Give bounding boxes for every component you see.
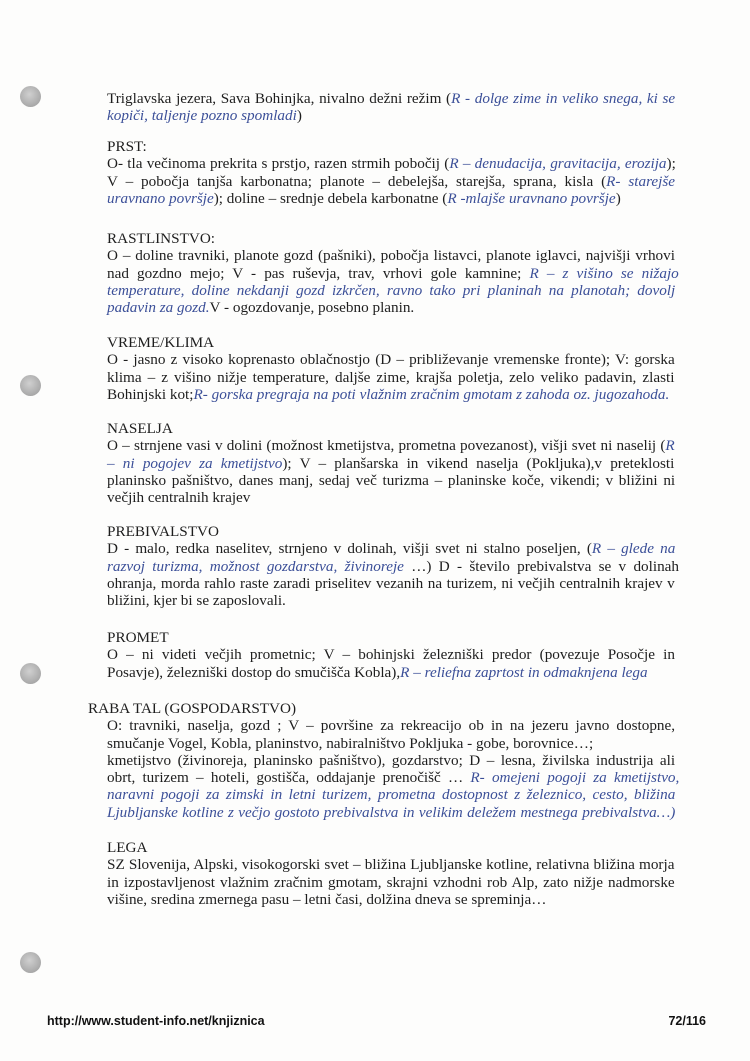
section-vreme-klima	[107, 334, 675, 403]
punch-hole	[20, 663, 41, 684]
body-text: klima – z višino nižje temperature, daljše zime, krajša poletja, zelo veliko padavin, zlasti	[107, 368, 675, 386]
text-line	[107, 173, 675, 190]
section-heading: PRST:	[107, 138, 147, 155]
section-prst	[107, 138, 675, 207]
body-text: večjih centralnih krajev	[107, 489, 251, 507]
text-line	[107, 557, 679, 575]
body-text: obrt, turizem – hoteli, gostišča, oddajanje prenočišč …	[107, 769, 471, 787]
section-heading: NASELJA	[107, 420, 173, 437]
text-line	[107, 874, 675, 891]
text-line	[107, 455, 675, 472]
text-line	[107, 592, 675, 609]
body-text: smučanje Vogel, Kobla, planinstvo, nabiralništvo Pokljuka - gobe, borovnice…;	[107, 734, 594, 752]
text-line	[107, 351, 675, 368]
text-line	[107, 386, 675, 403]
body-text: )	[615, 189, 621, 207]
text-line	[107, 717, 675, 734]
text-line	[107, 752, 675, 769]
text-line	[107, 264, 679, 282]
section-heading: VREME/KLIMA	[107, 334, 215, 351]
body-text: Bohinjski kot;	[107, 385, 194, 403]
remark-text: R- starejše	[606, 172, 676, 190]
body-text: V – pobočja tanjša karbonatna; planote – debelejša, starejša, sprana, kisla (	[107, 172, 607, 190]
body-text: SZ Slovenija, Alpski, visokogorski svet – bližina Ljubljanske kotline, relativna bližina morja	[107, 856, 675, 874]
section-promet	[107, 629, 675, 681]
text-line	[107, 472, 675, 489]
text-line	[107, 735, 675, 752]
body-text: bližini, kjer bi se zaposlovali.	[107, 592, 286, 610]
text-line	[107, 155, 675, 172]
text-line	[107, 786, 675, 803]
remark-text: R	[665, 437, 675, 455]
text-line	[107, 664, 675, 681]
body-text: Posavje), železniški dostop do smučišča Kobla),	[107, 663, 401, 681]
punch-hole	[20, 952, 41, 973]
remark-text: R – reliefna zaprtost in odmaknjena lega	[400, 663, 648, 681]
body-text: O – strnjene vasi v dolini (možnost kmetijstva, prometna povezanost), višji svet ni naselij (	[107, 437, 666, 455]
body-text: );	[666, 155, 676, 173]
remark-text: R -mlajše uravnano površje	[447, 189, 616, 207]
section-heading: PROMET	[107, 629, 169, 646]
text-line	[107, 247, 675, 264]
remark-text: R – denudacija, gravitacija, erozija	[449, 155, 667, 173]
body-text: višine, sredina zmernega pasu – letni časi, dolžina dneva se spreminja…	[107, 890, 547, 908]
section-raba-tal	[88, 700, 680, 821]
body-text: nad gozdno mejo; V - pas ruševja, trav, vrhovi gole kamnine;	[107, 264, 530, 282]
text-line	[107, 282, 675, 299]
remark-text: R – z višino se nižajo	[529, 264, 679, 282]
body-text: planinsko pašništvo, danes manj, sedaj več turizma – planinske koče, vikendi; v bližini ni	[107, 471, 676, 489]
text-line	[107, 107, 675, 124]
text-line	[107, 891, 675, 908]
remark-text: razvoj turizma, možnost gozdarstva, živinoreje	[107, 557, 404, 575]
remark-text: R- gorska pregraja na poti vlažnim zračnim gmotam z zahoda oz. jugozahoda.	[193, 385, 670, 403]
remark-text: Ljubljanske kotline z večjo gostoto prebivalstva in velikim deležem mestnega prebivalstva…)	[107, 803, 676, 821]
body-text: ); doline – srednje debela karbonatne (	[213, 189, 448, 207]
body-text: O – doline travniki, planote gozd (pašniki), pobočja listavci, planote iglavci, najvišji vrhovi	[107, 247, 675, 265]
text-line	[107, 575, 675, 592]
text-line	[107, 804, 675, 821]
remark-text: R – glede na	[591, 540, 676, 558]
body-text: O – ni videti večjih prometnic; V – bohinjski železniški predor (povezuje Posočje in	[107, 646, 675, 664]
remark-text: temperature, doline nekdanji gozd izkrčen, ravno tako pri planinah na planotah; dovolj	[107, 281, 676, 299]
remark-text: R - dolge zime in veliko snega, ki se	[451, 90, 676, 107]
text-line	[107, 646, 675, 663]
remark-text: uravnano površje	[107, 189, 214, 207]
remark-text: padavin za gozd.	[107, 299, 210, 317]
text-line	[107, 769, 680, 787]
section-heading: LEGA	[107, 839, 148, 856]
text-line	[107, 299, 675, 316]
body-text: V - ogozdovanje, posebno planin.	[209, 299, 415, 317]
body-text: ohranja, morda rahlo raste zaradi priselitev vezanih na turizem, ni večjih centralnih krajev v	[107, 574, 675, 592]
punch-hole	[20, 375, 41, 396]
body-text: O - jasno z visoko koprenasto oblačnostjo (D – približevanje vremenske fronte); V: gorska	[107, 351, 675, 369]
punch-hole	[20, 86, 41, 107]
text-line	[107, 540, 675, 557]
section-heading: PREBIVALSTVO	[107, 523, 219, 540]
section-heading: RASTLINSTVO:	[107, 230, 216, 247]
body-text: Triglavska jezera, Sava Bohinjka, nivalno dežni režim (	[107, 90, 452, 107]
text-line	[107, 489, 675, 506]
body-text: kmetijstvo (živinoreja, planinsko pašništvo), gozdarstvo; D – lesna, živilska industrija ali	[107, 751, 676, 769]
body-text: O- tla večinoma prekrita s prstjo, razen strmih pobočij (	[107, 155, 450, 173]
page-number: 72/116	[668, 1014, 706, 1028]
body-text: O: travniki, naselja, gozd ; V – površine za rekreacijo ob in na jezeru javno dostopne,	[107, 717, 676, 735]
remark-text: R- omejeni pogoji za kmetijstvo,	[470, 769, 680, 787]
section-heading: RABA TAL (GOSPODARSTVO)	[88, 700, 297, 717]
text-line	[107, 190, 675, 207]
footer-url[interactable]: http://www.student-info.net/knjiznica	[47, 1014, 265, 1028]
text-line	[107, 90, 675, 107]
text-line	[107, 437, 675, 454]
text-line	[107, 856, 675, 873]
section-intro	[107, 90, 675, 125]
section-rastlinstvo	[107, 230, 679, 317]
body-text: D - malo, redka naselitev, strnjeno v dolinah, višji svet ni stalno poseljen, (	[107, 540, 592, 558]
remark-text: kopiči, taljenje pozno spomladi	[107, 107, 297, 125]
remark-text: naravni pogoji za zimski in letni turizem, prometna dostopnost z železnico, cesto, bližina	[107, 786, 676, 804]
body-text: )	[296, 107, 302, 125]
section-lega	[107, 839, 675, 908]
section-prebivalstvo	[107, 523, 679, 610]
remark-text: – ni pogojev za kmetijstvo	[107, 454, 283, 472]
body-text: …) D - število prebivalstva se v dolinah	[403, 557, 679, 575]
section-naselja	[107, 420, 675, 506]
text-line	[107, 369, 675, 386]
body-text: ); V – planšarska in vikend naselja (Pokljuka),v preteklosti	[282, 454, 675, 472]
body-text: in izpostavljenost vlažnim zračnim gmotam, skrajni vzhodni rob Alp, zato nižje nadmorske	[107, 873, 675, 891]
